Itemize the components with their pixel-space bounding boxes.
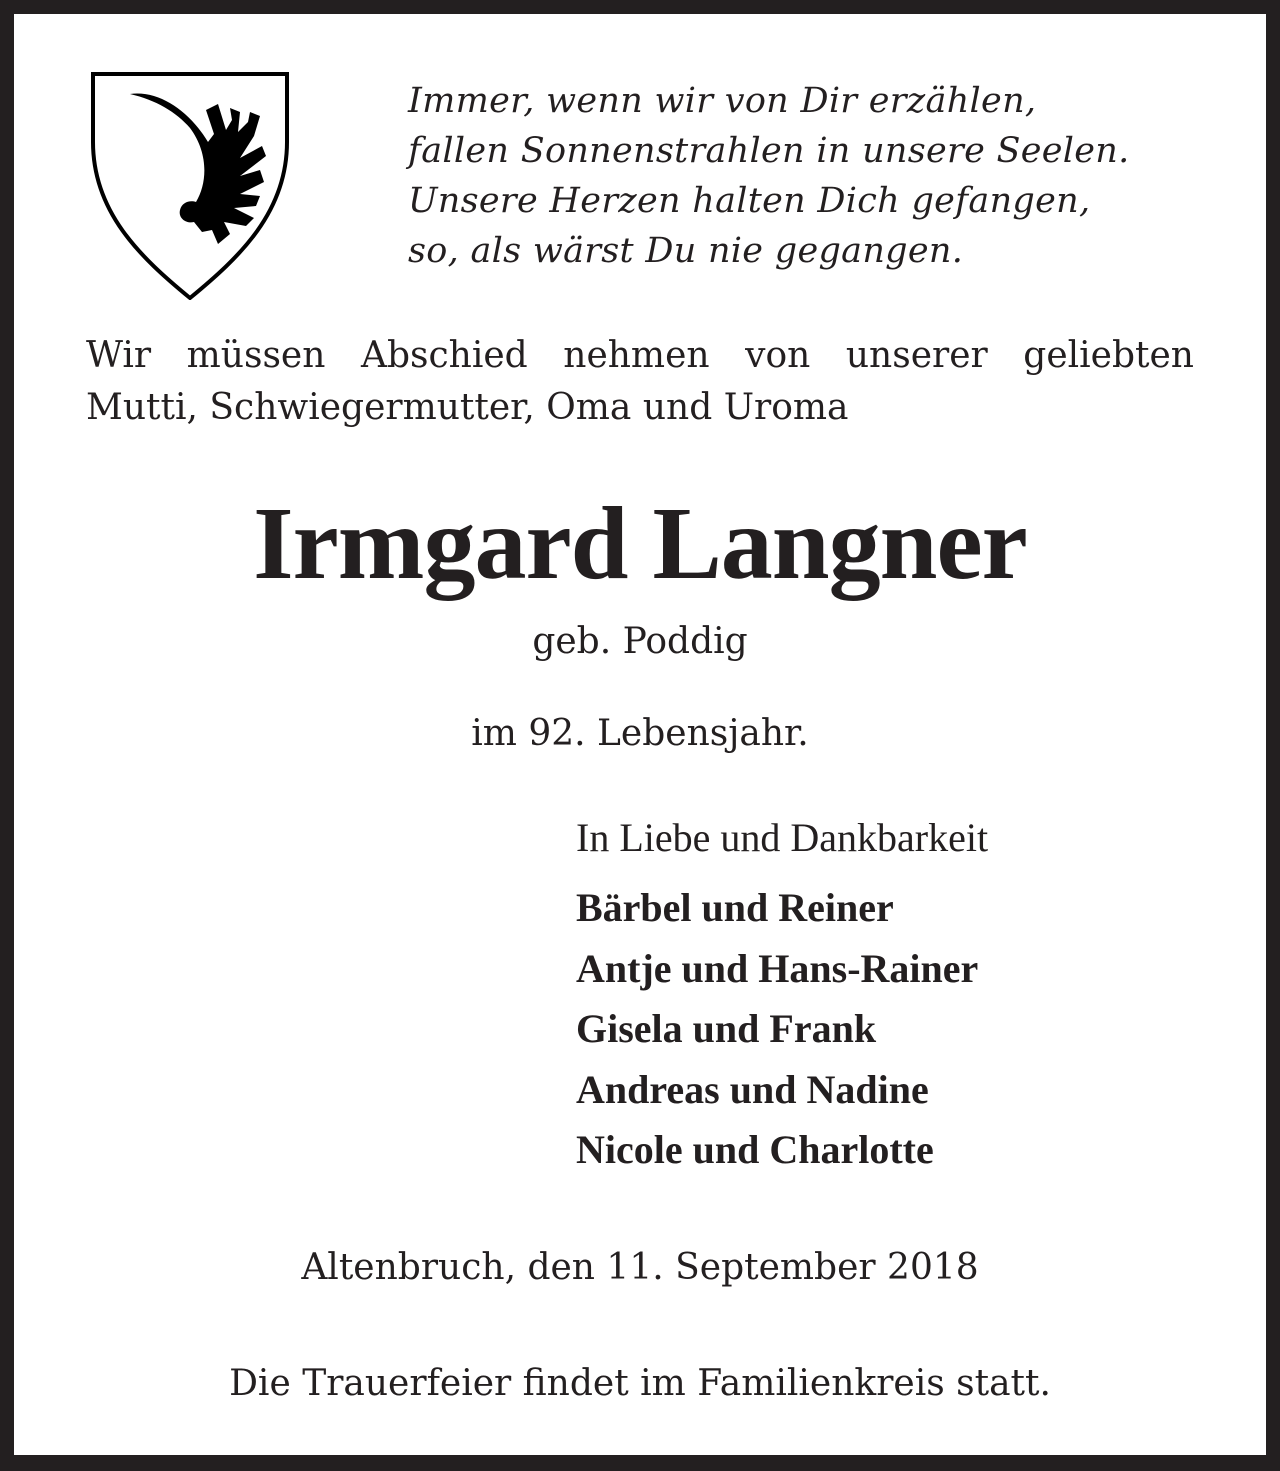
place-date: Altenbruch, den 11. September 2018 <box>301 1247 979 1288</box>
funeral-note: Die Trauerfeier findet im Familienkreis statt. <box>229 1363 1051 1404</box>
mourner-name: Gisela und Frank <box>576 1006 877 1051</box>
intro-paragraph <box>86 330 1194 434</box>
mourners-list <box>576 878 978 1181</box>
obituary-notice <box>14 14 1266 1455</box>
mourner-name: Bärbel und Reiner <box>576 885 894 930</box>
intro-line-2: Mutti, Schwiegermutter, Oma und Uroma <box>86 387 849 428</box>
mourners-heading: In Liebe und Dankbarkeit <box>576 815 989 860</box>
coat-of-arms-shield-antler-icon <box>90 72 290 300</box>
poem-line: so, als wärst Du nie gegangen. <box>408 231 964 271</box>
mourner-name: Nicole und Charlotte <box>576 1127 934 1172</box>
mourner-name: Antje und Hans-Rainer <box>576 945 979 991</box>
birth-name: geb. Poddig <box>532 621 748 662</box>
age-line: im 92. Lebensjahr. <box>471 713 809 754</box>
poem-line: Immer, wenn wir von Dir erzählen, <box>408 81 1037 121</box>
poem-line: Unsere Herzen halten Dich gefangen, <box>408 181 1091 221</box>
deceased-name: Irmgard Langner <box>253 486 1027 601</box>
intro-line-1: Wir müssen Abschied nehmen von unserer geliebten <box>86 335 1194 376</box>
mourner-name: Andreas und Nadine <box>576 1066 929 1112</box>
memorial-poem <box>408 76 1130 276</box>
poem-line: fallen Sonnenstrahlen in unsere Seelen. <box>408 131 1130 171</box>
